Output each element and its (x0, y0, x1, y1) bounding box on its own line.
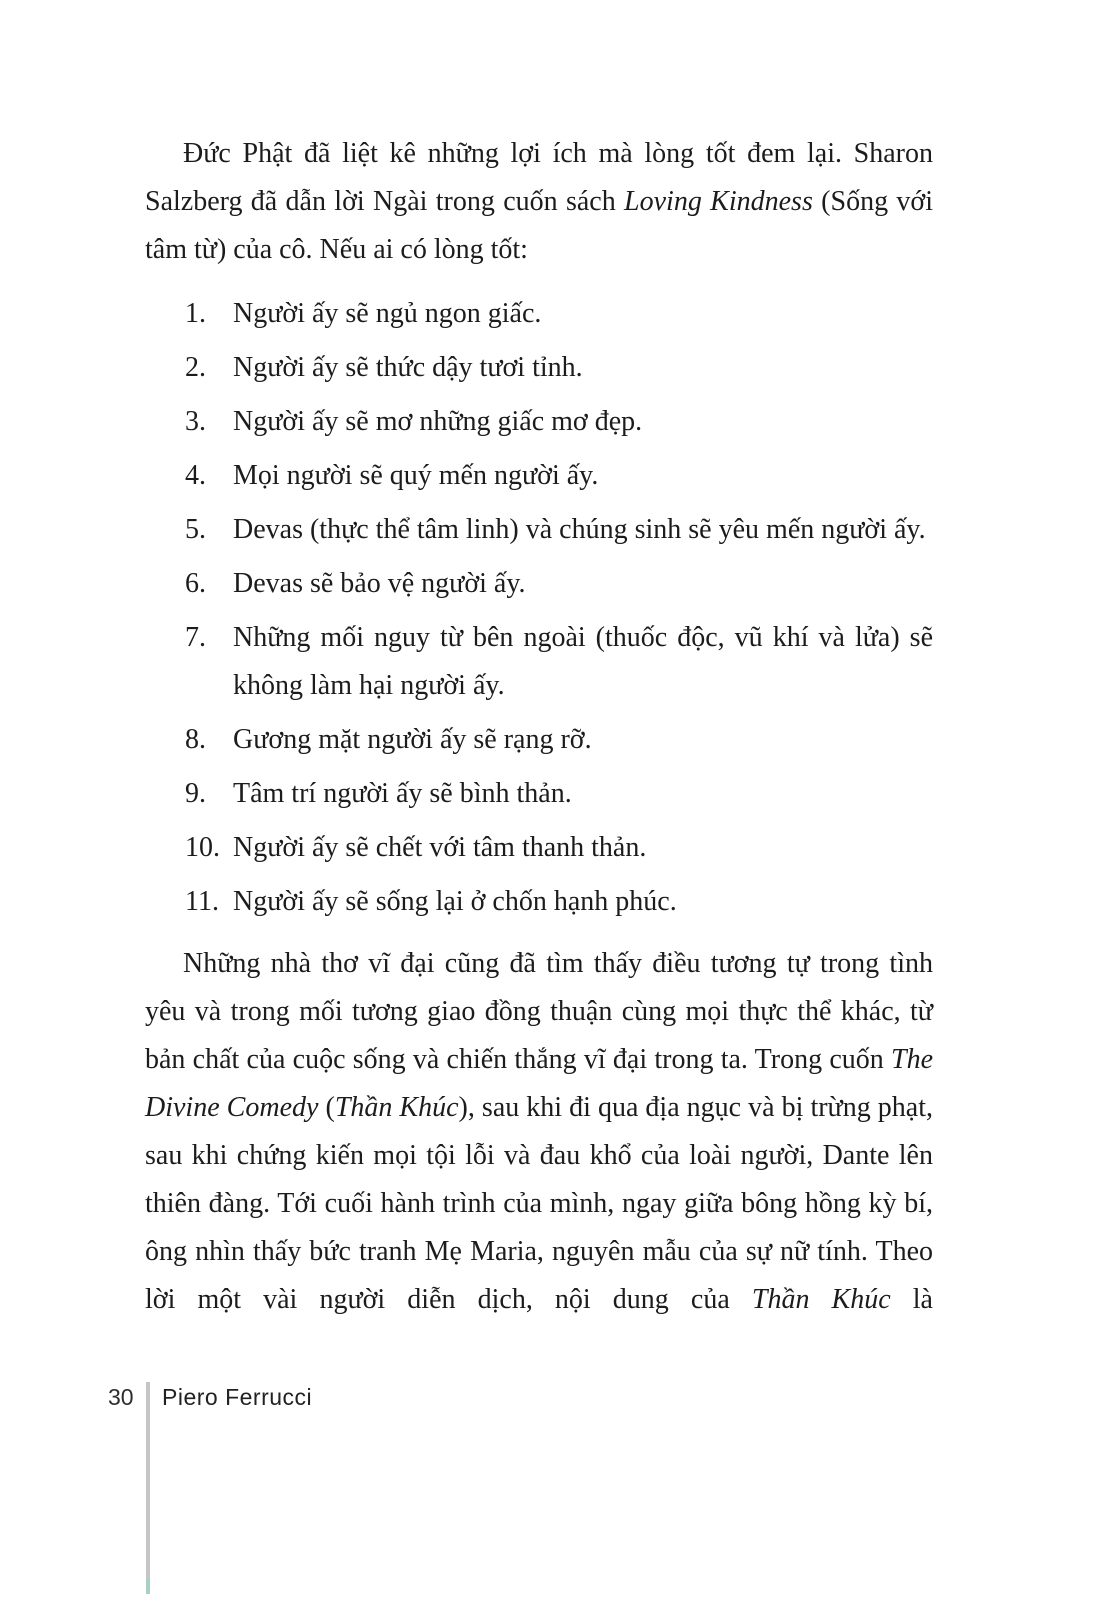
book-title-than-khuc: Thần Khúc (334, 1092, 459, 1123)
list-item-number: 9. (185, 778, 206, 809)
list-item-number: 1. (185, 298, 206, 329)
list-item-text: Người ấy sẽ mơ những giấc mơ đẹp. (233, 406, 643, 437)
intro-paragraph (145, 130, 933, 274)
list-item (145, 506, 933, 554)
list-item (145, 770, 933, 818)
list-item-number: 3. (185, 406, 206, 437)
list-item-number: 11. (185, 886, 219, 917)
book-title-divine-comedy: The Divine Comedy (145, 1044, 933, 1123)
list-item-number: 5. (185, 514, 206, 545)
list-item-number: 6. (185, 568, 206, 599)
list-item-text: Người ấy sẽ sống lại ở chốn hạnh phúc. (233, 886, 677, 917)
list-item (145, 824, 933, 872)
closing-paragraph (145, 940, 933, 1324)
list-item (145, 716, 933, 764)
list-item-text: Gương mặt người ấy sẽ rạng rỡ. (233, 724, 592, 755)
footer-divider-tip (146, 1578, 150, 1594)
list-item-text: Tâm trí người ấy sẽ bình thản. (233, 778, 572, 809)
list-item-text: Devas (thực thể tâm linh) và chúng sinh sẽ yêu mến người ấy. (233, 514, 926, 545)
list-item (145, 560, 933, 608)
list-item-text: Người ấy sẽ ngủ ngon giấc. (233, 298, 542, 329)
benefits-list (145, 290, 933, 926)
page-number: 30 (108, 1384, 134, 1410)
list-item-text: Người ấy sẽ thức dậy tươi tỉnh. (233, 352, 583, 383)
book-title-than-khuc-2: Thần Khúc (751, 1284, 891, 1315)
author-name: Piero Ferrucci (162, 1384, 313, 1410)
book-title-loving-kindness: Loving Kindness (624, 186, 813, 217)
page-content (145, 130, 933, 1324)
closing-text-3: ), sau khi đi qua địa ngục và bị trừng phạt, sau khi chứng kiến mọi tội lỗi và đau khổ của loài người, Dante lên thiên đàng. Tới cuối hành trình của mình, ngay giữa bông hồng kỳ bí, ông nhìn thấy bức tranh Mẹ Maria, nguyên mẫu của sự nữ tính. Theo lời một vài người diễn dịch, nội dung của (145, 1092, 933, 1315)
list-item (145, 398, 933, 446)
closing-text-4: là (890, 1284, 933, 1315)
list-item-number: 4. (185, 460, 206, 491)
footer-divider (146, 1382, 150, 1594)
intro-text-1: Đức Phật đã liệt kê những lợi ích mà lòng tốt đem lại. Sharon Salzberg đã dẫn lời Ngài trong cuốn sách (145, 138, 933, 217)
list-item (145, 344, 933, 392)
list-item (145, 452, 933, 500)
intro-text-2: (Sống với tâm từ) của cô. Nếu ai có lòng tốt: (145, 186, 933, 265)
list-item (145, 614, 933, 710)
list-item-number: 8. (185, 724, 206, 755)
page-footer (108, 1384, 312, 1411)
list-item (145, 878, 933, 926)
list-item-text: Những mối nguy từ bên ngoài (thuốc độc, vũ khí và lửa) sẽ không làm hại người ấy. (233, 622, 933, 701)
list-item-number: 7. (185, 622, 206, 653)
list-item-text: Người ấy sẽ chết với tâm thanh thản. (233, 832, 647, 863)
closing-text-1: Những nhà thơ vĩ đại cũng đã tìm thấy điều tương tự trong tình yêu và trong mối tương giao đồng thuận cùng mọi thực thể khác, từ bản chất của cuộc sống và chiến thắng vĩ đại trong ta. Trong cuốn (145, 948, 933, 1075)
list-item-number: 10. (185, 832, 220, 863)
list-item (145, 290, 933, 338)
list-item-text: Mọi người sẽ quý mến người ấy. (233, 460, 599, 491)
closing-text-2: ( (318, 1092, 335, 1123)
list-item-number: 2. (185, 352, 206, 383)
list-item-text: Devas sẽ bảo vệ người ấy. (233, 568, 526, 599)
